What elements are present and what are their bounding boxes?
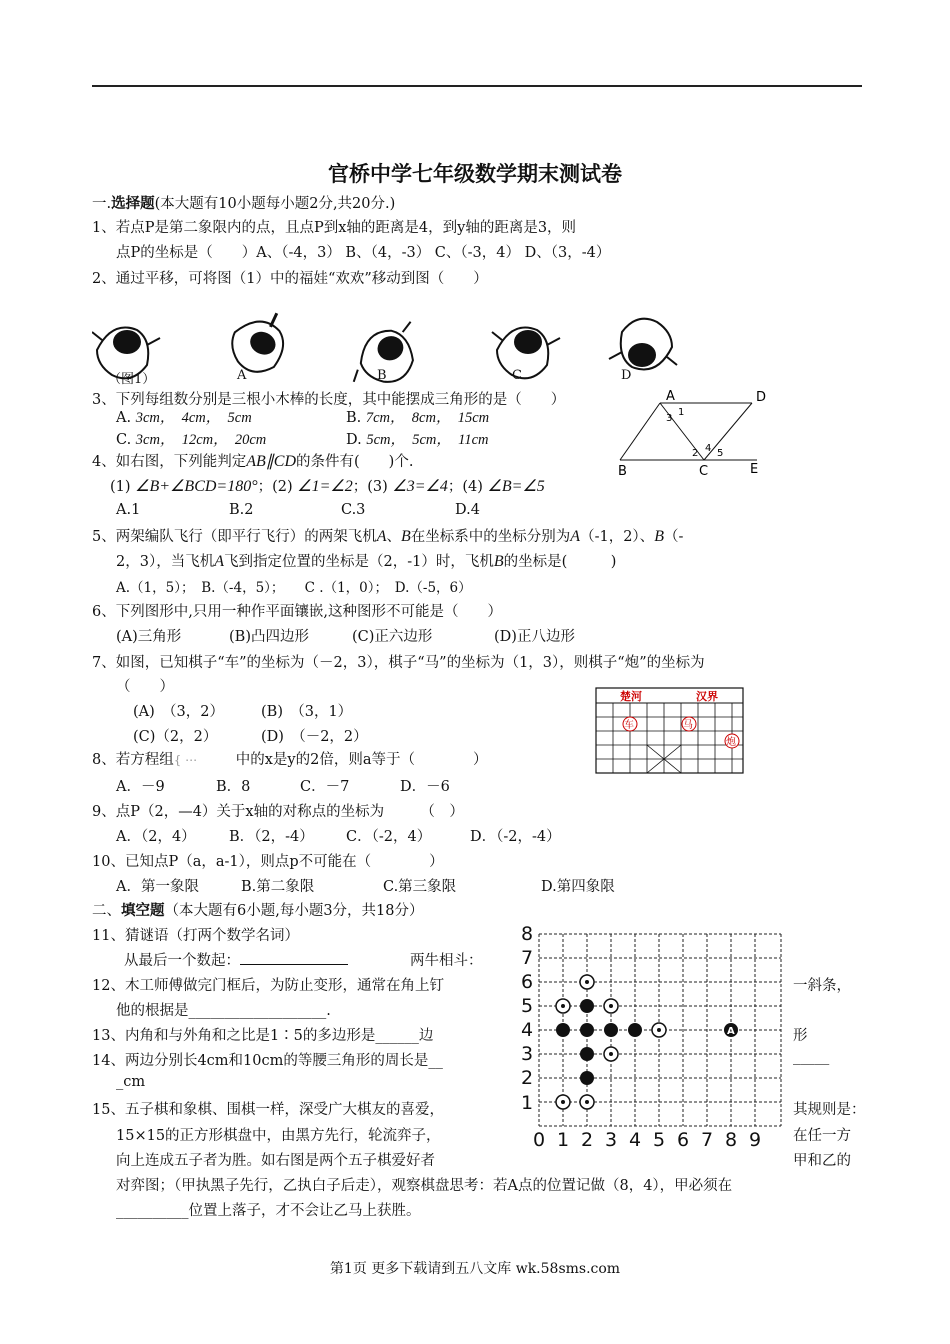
q8-equation-system: { ⋯ [173,753,198,767]
q9-option-b: B．（2，-4） [229,829,314,845]
black-stone [604,1023,618,1037]
q5-l2c: 的坐标是( ) [503,554,617,570]
q15-line3-right: 甲和乙的 [793,1153,851,1169]
q8-option-d: D．－6 [400,779,450,795]
q7-option-d: (D) （－2，2） [261,729,368,745]
gomoku-y-2: 2 [521,1067,534,1089]
fig-angle-1: 1 [678,407,685,418]
q15-line2-right: 在任一方 [793,1128,851,1144]
gomoku-y-4: 4 [521,1019,534,1041]
q9-option-d: D．（-2，-4） [470,829,561,845]
fuwa-label-c: C [512,368,522,383]
q11-a-text: 从最后一个数起： [124,953,240,969]
q4-text [92,450,413,471]
q3-b-letter: B. [346,410,362,426]
q13-text-right: 形 [793,1028,808,1044]
black-stone [580,1071,594,1085]
q9-text: 9、点P（2，—4）关于x轴的对称点的坐标为 （ ） [92,804,464,820]
section2-heading [92,899,424,920]
chess-piece-ma: 马 [683,720,693,731]
q4-c3-expr: ∠3=∠4 [392,478,448,495]
q10-option-d: D.第四象限 [541,879,615,895]
gomoku-y-6: 6 [521,971,534,993]
q4-option-a: A.1 [116,502,141,518]
q8-option-a: A．－9 [116,779,165,795]
q4-c2-label: ；(2) [257,479,293,495]
q8-option-b: B．8 [216,779,251,795]
q5-options: A.（1，5）； B.（-4，5）； C .（1，0）； D.（-5，6） [116,580,472,596]
fig-label-d: D [756,390,767,405]
q11-riddle-b: 两牛相斗： [410,953,483,969]
gomoku-y-7: 7 [521,947,534,969]
gomoku-y-1: 1 [521,1092,534,1114]
q12-line2: 他的根据是___________________. [116,1003,331,1019]
gomoku-x-1: 1 [557,1129,570,1150]
section1-prefix: 一. [92,196,112,212]
q6-option-d: (D)正八边形 [494,629,575,645]
gomoku-y-5: 5 [521,995,534,1017]
q14-text-right: _____ [793,1049,830,1065]
q8-option-c: C．－7 [300,779,350,795]
q13-text: 13、内角和与外角和之比是1∶5的多边形是______边 [92,1028,434,1044]
q5-plane-a-2: A [570,528,581,545]
q5-l1b: 在坐标系中的坐标分别为 [410,529,571,545]
q4-conditions [110,475,545,496]
q4-c2-expr: ∠1=∠2 [297,478,353,495]
chess-river-right: 汉界 [696,690,718,703]
q8-text [92,748,487,769]
q3-option-a [116,406,252,427]
q7-option-b: (B) （3，1） [261,704,353,720]
q5-l1c: （-1，2）、 [580,529,655,545]
fuwa-figure-D [609,319,677,370]
chess-piece-che: 车 [624,720,634,731]
gomoku-x-2: 2 [581,1129,594,1150]
fig-angle-4: 4 [705,443,712,454]
gomoku-x-8: 8 [725,1129,738,1150]
q4-text-post: 的条件有( )个. [296,454,414,470]
q5-plane-b: B [401,528,411,545]
chess-river-left: 楚河 [620,690,642,703]
q1-line2: 点P的坐标是（ ）A、（-4，3） B、（4，-3） C、（-3，4） D、（3，-4） [116,245,611,261]
q3-text: 3、下列每组数分别是三根小木棒的长度，其中能摆成三角形的是（ ） [92,392,566,408]
q11-text: 11、猜谜语（打两个数学名词） [92,928,299,944]
section1-heading [92,192,395,213]
q4-option-c: C.3 [341,502,366,518]
fuwa-figure-B [341,321,428,394]
q9-option-c: C．（-2，4） [346,829,432,845]
q5-line1 [92,525,683,546]
q15-line5: __________位置上落子，才不会让乙马上获胜。 [116,1203,421,1219]
q4-c4-expr: ∠B=∠5 [487,478,545,495]
q4-c1-label: (1) [110,479,131,495]
section1-note: (本大题有10小题每小题2分,共20分.) [154,196,396,212]
q9-option-a: A．（2，4） [116,829,196,845]
q5-plane-b-3: B [493,553,504,570]
black-stone [580,1023,594,1037]
q14-text: 14、两边分别长4cm和10cm的等腰三角形的周长是__ [92,1053,443,1069]
fuwa-figures [92,305,732,395]
gomoku-x-9: 9 [749,1129,762,1150]
fig-angle-2: 2 [692,448,699,459]
q10-text: 10、已知点P（a，a-1），则点p不可能在（ ） [92,854,444,870]
gomoku-x-5: 5 [653,1129,666,1150]
q12-text: 12、木工师傅做完门框后，为防止变形，通常在角上钉 [92,978,444,994]
q1-line1: 1、若点P是第二象限内的点，且点P到x轴的距离是4，到y轴的距离是3，则 [92,220,577,236]
q15-line4: 对弈图；（甲执黑子先行，乙执白子后走），观察棋盘思考：若A点的位置记做（8，4），甲必须在 [116,1178,733,1194]
q4-ab-cd: AB∥CD [246,453,297,470]
q5-l2b: 飞到指定位置的坐标是（2，-1）时，飞机 [223,554,494,570]
fig-angle-3: 3 [666,413,673,424]
q3-option-d [346,428,488,449]
q3-a-value: 3cm， 4cm， 5cm [135,410,252,426]
fig-label-c: C [699,464,709,479]
gomoku-y-8: 8 [521,923,534,945]
fig-label-b: B [618,464,627,479]
page-footer: 第1页 更多下载请到五八文库 wk.58sms.com [329,1261,621,1277]
gomoku-x-7: 7 [701,1129,714,1150]
black-stone [580,999,594,1013]
q3-a-letter: A. [116,410,132,426]
q10-option-b: B.第二象限 [241,879,315,895]
q4-c3-label: ；(3) [352,479,388,495]
chess-board [595,687,745,775]
q15-line1: 15、五子棋和象棋、围棋一样，深受广大棋友的喜爱， [92,1102,444,1118]
gomoku-y-3: 3 [521,1043,534,1065]
gomoku-x-3: 3 [605,1129,618,1150]
q6-text: 6、下列图形中,只用一种作平面镶嵌,这种图形不可能是（ ） [92,604,502,620]
q3-c-letter: C. [116,432,132,448]
q4-option-d: D.4 [455,502,480,518]
q15-line1-right: 其规则是： [793,1102,866,1118]
section2-note: （本大题有6小题,每小题3分，共18分） [164,903,424,919]
q7-option-c: (C)（2，2） [133,729,218,745]
q3-c-value: 3cm， 12cm， 20cm [135,432,267,448]
q8-text-post: 中的x是y的2倍，则a等于（ ） [235,752,488,768]
q5-l1d: （- [663,529,684,545]
black-stone [628,1023,642,1037]
gomoku-x-6: 6 [677,1129,690,1150]
q4-text-pre: 4、如右图，下列能判定 [92,454,247,470]
q5-sep: 、 [386,529,402,545]
q3-d-letter: D. [346,432,362,448]
fig-angle-5: 5 [717,448,724,459]
gomoku-x-4: 4 [629,1129,642,1150]
point-a-label: A [727,1026,735,1037]
q3-option-c [116,428,266,449]
q12-text-right: 一斜条， [793,978,851,994]
q5-l1a: 5、两架编队飞行（即平行飞行）的两架飞机 [92,529,377,545]
q5-l2a: 2，3），当飞机 [116,554,215,570]
gomoku-board [515,920,790,1150]
fig-label-e: E [750,462,759,477]
q8-text-pre: 8、若方程组 [92,752,174,768]
q4-c4-label: ；(4) [447,479,483,495]
section2-title: 填空题 [121,902,165,919]
q3-b-value: 7cm， 8cm， 15cm [365,410,490,426]
q7-option-a: (A) （3，2） [133,704,224,720]
chess-piece-pao: 炮 [726,737,736,748]
gomoku-x-0: 0 [533,1129,546,1150]
fig-label-a: A [666,389,675,404]
fuwa-label-b: B [377,368,387,383]
q4-option-b: B.2 [229,502,254,518]
q11-riddle-a [124,949,348,970]
q7-paren: （ ） [116,679,174,695]
black-stone [580,1047,594,1061]
q11-a-blank[interactable] [240,950,348,965]
q4-c1-expr: ∠B+∠BCD=180° [135,478,258,495]
q3-d-value: 5cm， 5cm， 11cm [366,432,489,448]
section1-title: 选择题 [111,195,155,212]
section2-prefix: 二、 [92,903,121,919]
fuwa-figure-C [492,328,560,379]
q2-text: 2、通过平移，可将图（1）中的福娃“欢欢”移动到图（ ） [92,271,488,287]
q6-option-c: (C)正六边形 [352,629,433,645]
q7-text: 7、如图，已知棋子“车”的坐标为（－2，3），棋子“马”的坐标为（1，3），则棋子“炮”的坐标为 [92,655,705,671]
black-stone [556,1023,570,1037]
q5-plane-b-2: B [654,528,664,545]
page-title: 官桥中学七年级数学期末测试卷 [328,162,622,186]
header-rule [92,85,862,87]
q10-option-a: A．第一象限 [116,879,199,895]
q15-line2: 15×15的正方形棋盘中，由黑方先行，轮流弈子， [116,1128,441,1144]
fuwa-label-a: A [237,368,247,383]
fuwa-figure-A [223,305,296,380]
q10-option-c: C.第三象限 [383,879,457,895]
q5-plane-a-3: A [214,553,224,570]
q5-line2 [116,550,616,571]
q14-line2: _cm [116,1074,146,1090]
q3-option-b [346,406,489,427]
q6-option-a: (A)三角形 [116,629,182,645]
q15-line3: 向上连成五子者为胜。如右图是两个五子棋爱好者 [116,1153,435,1169]
q5-plane-a: A [376,528,387,545]
q6-option-b: (B)凸四边形 [229,629,309,645]
fuwa-label-d: D [621,368,632,383]
fuwa-label-fig1: （图1） [108,372,156,387]
parallel-lines-figure [612,385,772,480]
